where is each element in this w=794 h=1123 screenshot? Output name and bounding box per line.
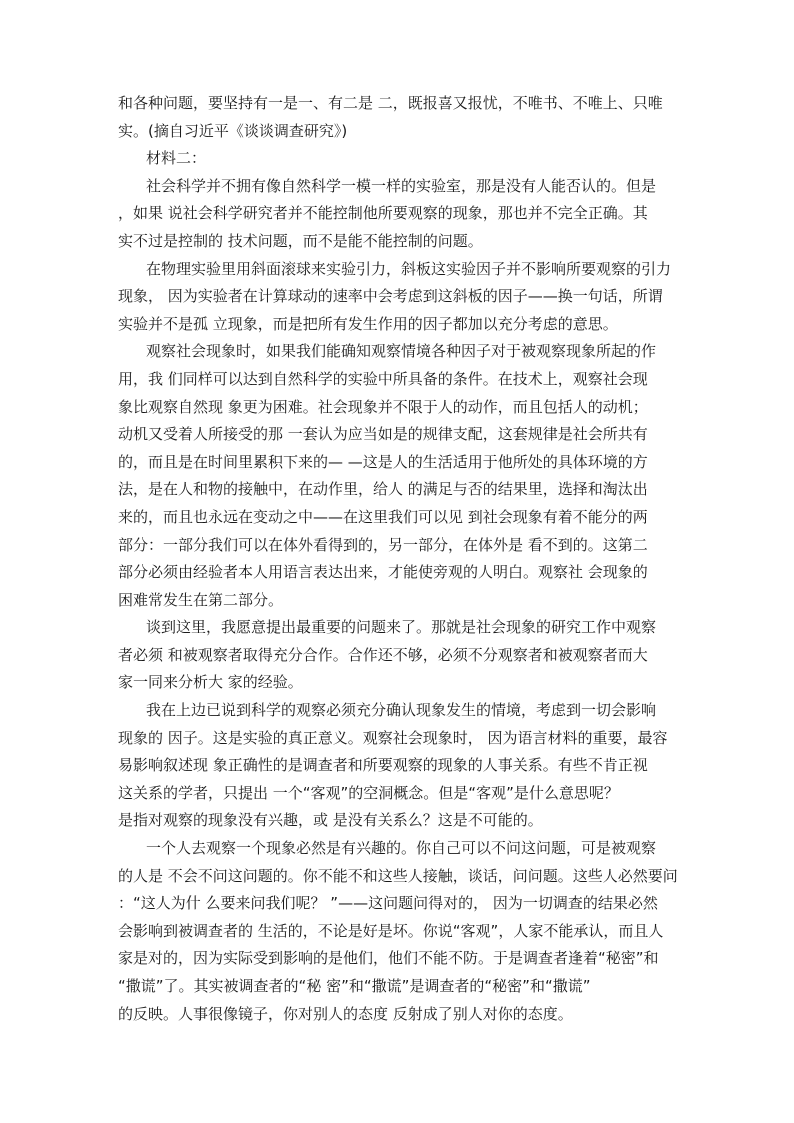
text-line: 的，而且是在时间里累积下来的— —这是人的生活适用于他所处的具体环境的方 bbox=[118, 452, 648, 471]
text-line: 谈到这里，我愿意提出最重要的问题来了。那就是社会现象的研究工作中观察 bbox=[146, 618, 657, 637]
text-line: 部分：一部分我们可以在体外看得到的，另一部分，在体外是 看不到的。这第二 bbox=[118, 535, 648, 554]
text-line: 象比观察自然现 象更为困难。社会现象并不限于人的动作，而且包括人的动机； bbox=[118, 397, 648, 416]
text-line: 来的，而且也永远在变动之中——在这里我们可以见 到社会现象有着不能分的两 bbox=[118, 507, 648, 526]
text-line: “撒谎”了。其实被调查者的“秘 密”和“撒谎”是调查者的“秘密”和“撒谎” bbox=[118, 977, 591, 995]
text-line: 易影响叙述现 象正确性的是调查者和所要观察的现象的人事关系。有些不肯正视 bbox=[118, 756, 648, 775]
text-line: 在物理实验里用斜面滚球来实验引力，斜板这实验因子并不影响所要观察的引力 bbox=[146, 259, 672, 278]
text-line: ，如果 说社会科学研究者并不能控制他所要观察的现象，那也并不完全正确。其 bbox=[118, 204, 648, 223]
text-line: 是指对观察的现象没有兴趣，或 是没有关系么？这是不可能的。 bbox=[118, 811, 543, 830]
text-line: 社会科学并不拥有像自然科学一模一样的实验室，那是没有人能否认的。但是 bbox=[146, 176, 657, 195]
text-line: 家一同来分析大 家的经验。 bbox=[118, 673, 303, 692]
text-line: 会影响到被调查者的 生活的，不论是好是坏。你说“客观”，人家不能承认，而且人 bbox=[118, 921, 664, 940]
text-line: 现象的 因子。这是实验的真正意义。观察社会现象时， 因为语言材料的重要，最容 bbox=[118, 728, 668, 747]
text-line: 一个人去观察一个现象必然是有兴趣的。你自己可以不问这问题，可是被观察 bbox=[146, 839, 657, 858]
text-line: 困难常发生在第二部分。 bbox=[118, 590, 284, 609]
text-line: 者必须 和被观察者取得充分合作。合作还不够，必须不分观察者和被观察者而大 bbox=[118, 645, 648, 664]
text-line: 的反映。人事很像镜子，你对别人的态度 反射成了别人对你的态度。 bbox=[118, 1004, 573, 1023]
text-line: 现象， 因为实验者在计算球动的速率中会考虑到这斜板的因子——换一句话，所谓 bbox=[118, 287, 663, 306]
document-body bbox=[118, 90, 678, 1028]
text-line: 这关系的学者，只提出 一个“客观”的空洞概念。但是“客观”是什么意思呢？ bbox=[118, 783, 619, 802]
text-line: 实不过是控制的 技术问题，而不是能不能控制的问题。 bbox=[118, 231, 483, 250]
text-line: 部分必须由经验者本人用语言表达出来，才能使旁观的人明白。观察社 会现象的 bbox=[118, 563, 648, 582]
text-line: 家是对的，因为实际受到影响的是他们，他们不能不防。于是调查者逢着“秘密”和 bbox=[118, 949, 659, 968]
text-line: 材料二： bbox=[146, 149, 207, 168]
text-line: 的人是 不会不问这问题的。你不能不和这些人接触，谈话，问问题。这些人必然要问 bbox=[118, 866, 678, 885]
text-line: 我在上边已说到科学的观察必须充分确认现象发生的情境，考虑到一切会影响 bbox=[146, 701, 657, 720]
text-line: 动机又受着人所接受的那 一套认为应当如是的规律支配，这套规律是社会所共有 bbox=[118, 425, 648, 444]
text-line: 用，我 们同样可以达到自然科学的实验中所具备的条件。在技术上，观察社会现 bbox=[118, 369, 648, 388]
text-line: 观察社会现象时，如果我们能确知观察情境各种因子对于被观察现象所起的作 bbox=[146, 342, 657, 361]
text-line: 实。(摘自习近平《谈谈调查研究》) bbox=[118, 121, 348, 140]
text-line: ：“这人为什 么要来问我们呢？ ”——这问题问得对的， 因为一切调查的结果必然 bbox=[118, 894, 658, 913]
text-line: 和各种问题，要坚持有一是一、有二是 二，既报喜又报忧，不唯书、不唯上、只唯 bbox=[118, 94, 663, 112]
text-line: 实验并不是孤 立现象，而是把所有发生作用的因子都加以充分考虑的意思。 bbox=[118, 314, 618, 333]
text-line: 法，是在人和物的接触中，在动作里，给人 的满足与否的结果里，选择和淘汰出 bbox=[118, 480, 648, 499]
